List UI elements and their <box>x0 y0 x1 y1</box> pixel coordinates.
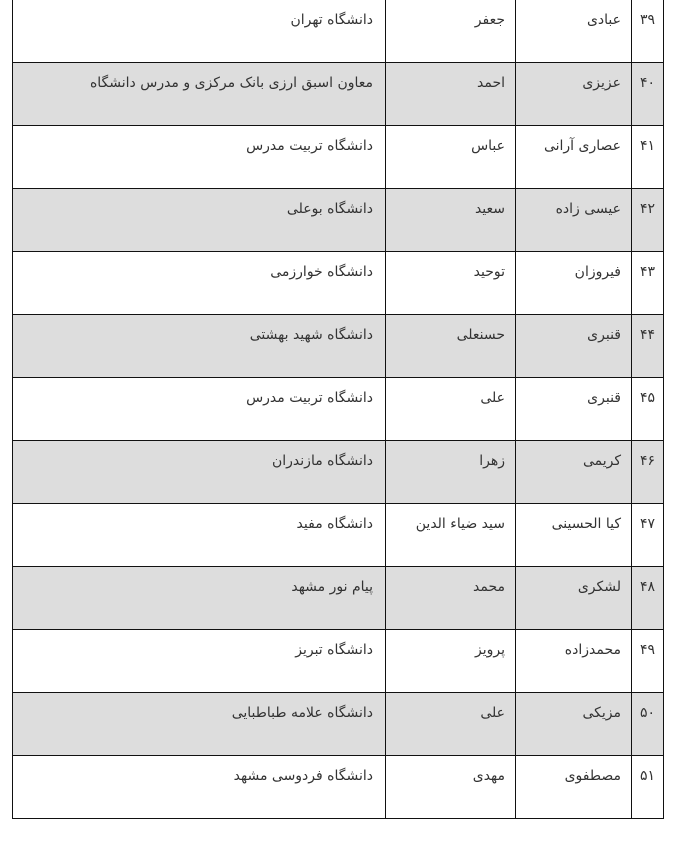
table-row <box>13 0 664 63</box>
institution-cell: دانشگاه تربیت مدرس <box>13 126 386 189</box>
row-number: ۴۴ <box>632 315 664 378</box>
table-row <box>13 189 664 252</box>
first-name-cell: علی <box>386 693 516 756</box>
row-number: ۴۷ <box>632 504 664 567</box>
last-name-cell: قنبری <box>516 315 632 378</box>
first-name-cell: زهرا <box>386 441 516 504</box>
table-row <box>13 63 664 126</box>
row-number: ۳۹ <box>632 0 664 63</box>
last-name-cell: فیروزان <box>516 252 632 315</box>
table-row <box>13 693 664 756</box>
row-number: ۵۱ <box>632 756 664 819</box>
roster-table-container <box>12 0 663 819</box>
last-name-cell: عیسی زاده <box>516 189 632 252</box>
table-row <box>13 441 664 504</box>
last-name-cell: محمدزاده <box>516 630 632 693</box>
table-row <box>13 567 664 630</box>
last-name-cell: عبادی <box>516 0 632 63</box>
table-row <box>13 315 664 378</box>
row-number: ۴۰ <box>632 63 664 126</box>
row-number: ۴۸ <box>632 567 664 630</box>
first-name-cell: پرویز <box>386 630 516 693</box>
roster-table <box>12 0 664 819</box>
institution-cell: دانشگاه خوارزمی <box>13 252 386 315</box>
institution-cell: دانشگاه تبریز <box>13 630 386 693</box>
last-name-cell: مصطفوی <box>516 756 632 819</box>
first-name-cell: توحید <box>386 252 516 315</box>
row-number: ۴۵ <box>632 378 664 441</box>
table-row <box>13 630 664 693</box>
institution-cell: دانشگاه تربیت مدرس <box>13 378 386 441</box>
first-name-cell: محمد <box>386 567 516 630</box>
row-number: ۴۲ <box>632 189 664 252</box>
first-name-cell: سعید <box>386 189 516 252</box>
first-name-cell: مهدی <box>386 756 516 819</box>
last-name-cell: مزیکی <box>516 693 632 756</box>
first-name-cell: احمد <box>386 63 516 126</box>
institution-cell: دانشگاه شهید بهشتی <box>13 315 386 378</box>
row-number: ۴۱ <box>632 126 664 189</box>
row-number: ۴۹ <box>632 630 664 693</box>
table-row <box>13 252 664 315</box>
last-name-cell: قنبری <box>516 378 632 441</box>
roster-table-body <box>13 0 664 819</box>
table-row <box>13 504 664 567</box>
first-name-cell: عباس <box>386 126 516 189</box>
institution-cell: دانشگاه فردوسی مشهد <box>13 756 386 819</box>
institution-cell: دانشگاه علامه طباطبایی <box>13 693 386 756</box>
last-name-cell: کریمی <box>516 441 632 504</box>
table-row <box>13 378 664 441</box>
last-name-cell: کیا الحسینی <box>516 504 632 567</box>
first-name-cell: علی <box>386 378 516 441</box>
first-name-cell: سید ضیاء الدین <box>386 504 516 567</box>
row-number: ۵۰ <box>632 693 664 756</box>
institution-cell: دانشگاه تهران <box>13 0 386 63</box>
row-number: ۴۳ <box>632 252 664 315</box>
last-name-cell: لشکری <box>516 567 632 630</box>
last-name-cell: عصاری آرانی <box>516 126 632 189</box>
institution-cell: دانشگاه مفید <box>13 504 386 567</box>
institution-cell: معاون اسبق ارزی بانک مرکزی و مدرس دانشگاه <box>13 63 386 126</box>
first-name-cell: جعفر <box>386 0 516 63</box>
institution-cell: دانشگاه مازندران <box>13 441 386 504</box>
institution-cell: دانشگاه بوعلی <box>13 189 386 252</box>
table-row <box>13 126 664 189</box>
table-row <box>13 756 664 819</box>
row-number: ۴۶ <box>632 441 664 504</box>
first-name-cell: حسنعلی <box>386 315 516 378</box>
last-name-cell: عزیزی <box>516 63 632 126</box>
institution-cell: پیام نور مشهد <box>13 567 386 630</box>
